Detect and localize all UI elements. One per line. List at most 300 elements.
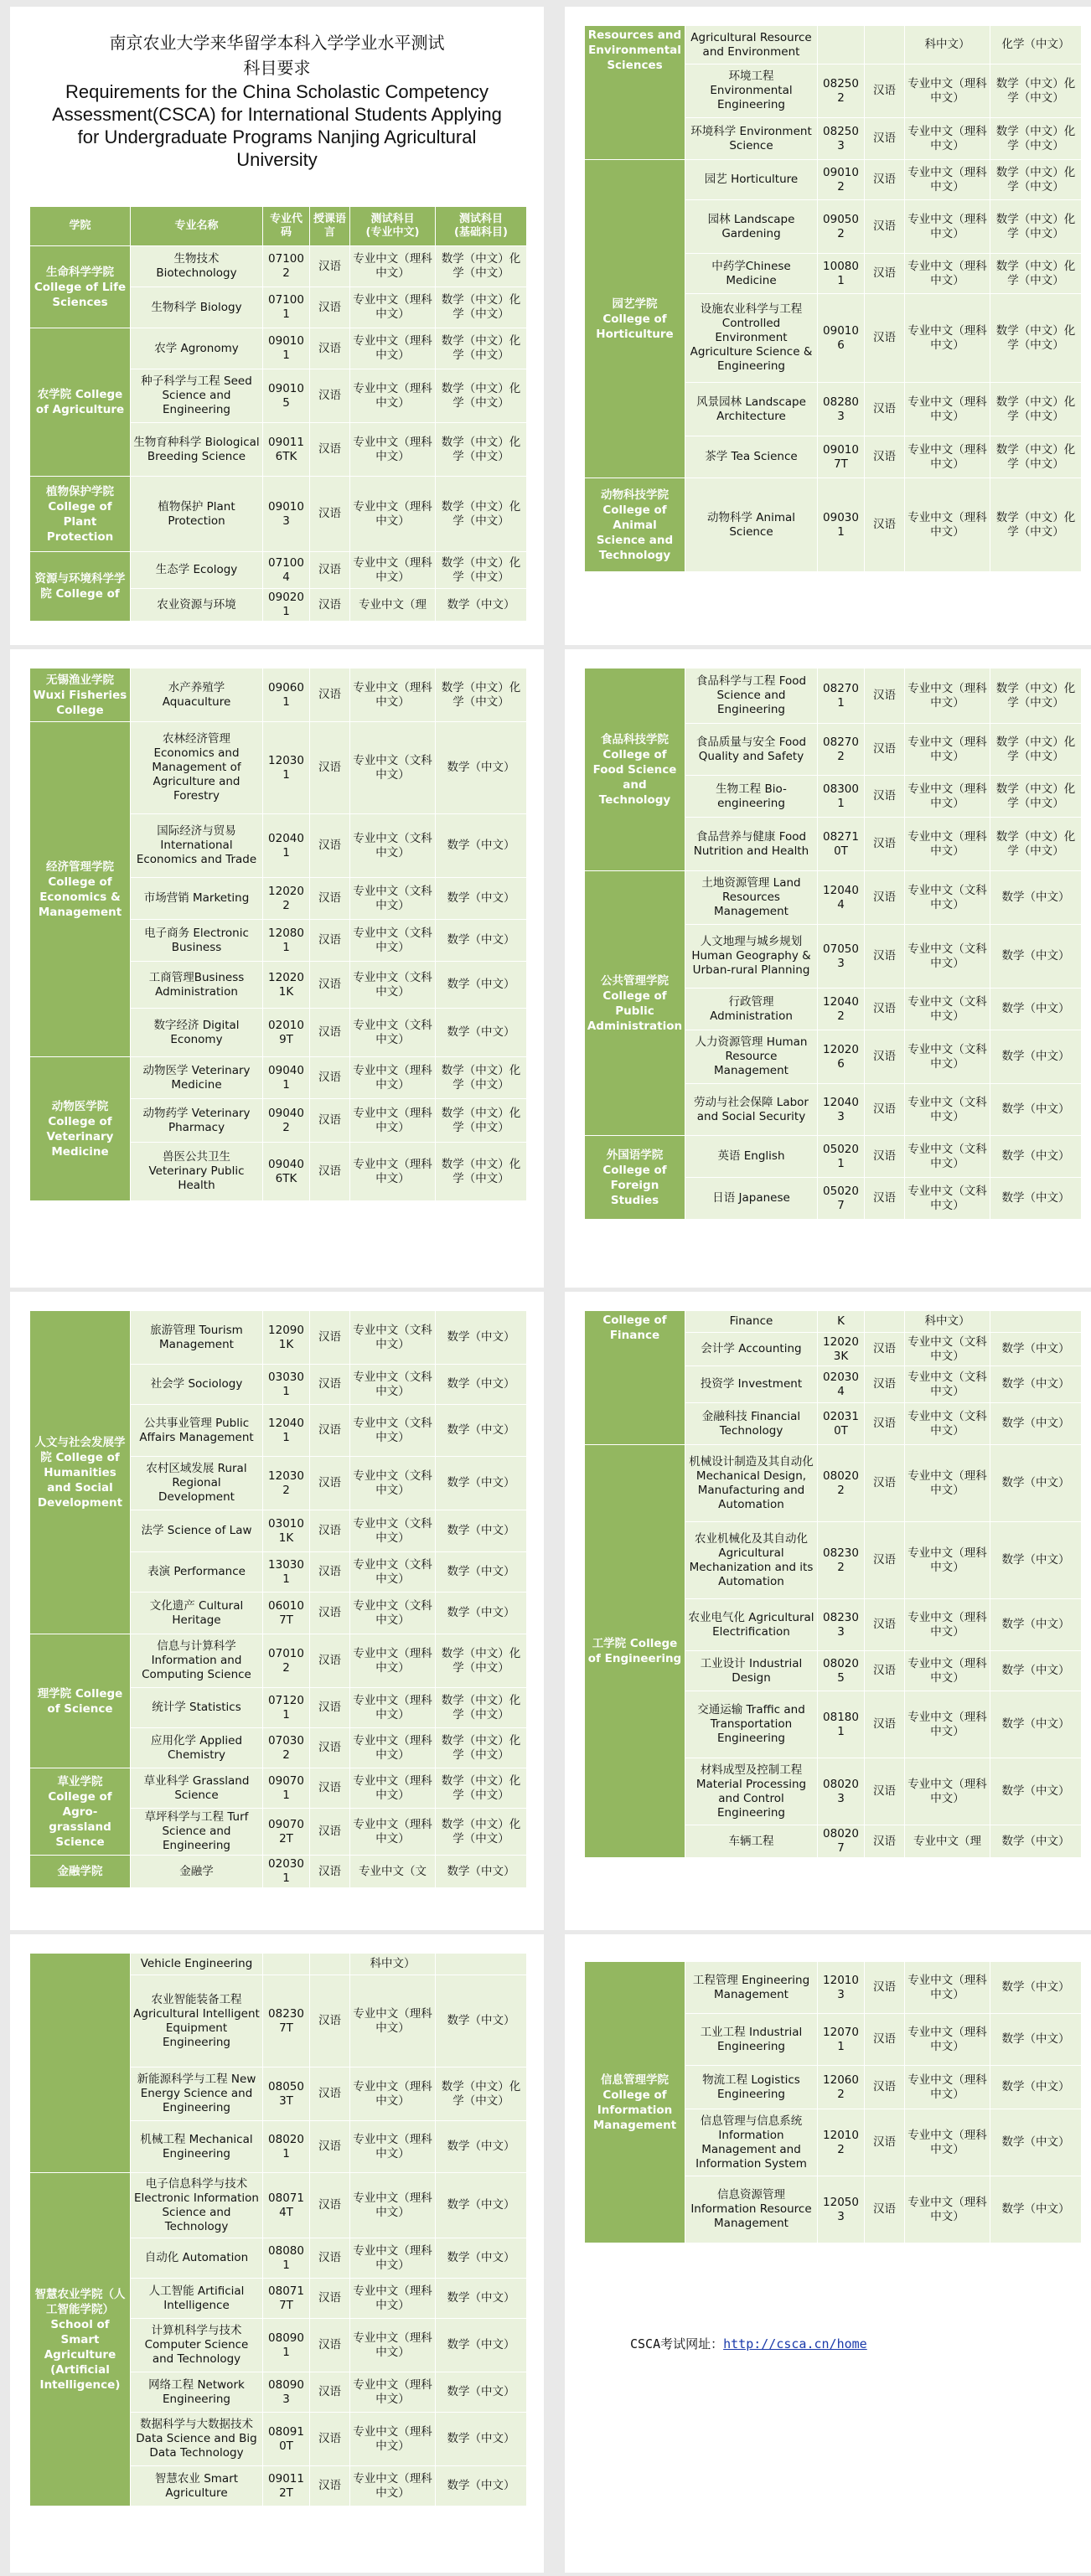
- panel-6: [565, 1292, 1091, 1930]
- table-cell: 汉语: [865, 2176, 905, 2243]
- csca-link[interactable]: http://csca.cn/home: [723, 2336, 867, 2351]
- table-cell: 统计学 Statistics: [131, 1688, 263, 1728]
- table-cell: 专业中文（文科中文）: [905, 1366, 990, 1403]
- table-cell: 专业中文（文科中文）: [350, 920, 436, 962]
- table-cell: 汉语: [865, 669, 905, 724]
- table-cell: 数学（中文）: [436, 2466, 527, 2506]
- table-cell: 080714T: [263, 2173, 310, 2238]
- table-cell: 数学（中文）化学（中文）: [436, 1809, 527, 1856]
- table-cell: 数学（中文）: [990, 1366, 1082, 1403]
- table-row: [585, 478, 1082, 572]
- table-cell: 120201K: [263, 962, 310, 1009]
- table-cell: 专业中文（文科中文）: [905, 1403, 990, 1445]
- table-cell: 汉语: [310, 1143, 350, 1201]
- table-cell: 劳动与社会保障 Labor and Social Security: [685, 1084, 818, 1136]
- table-cell: 数学（中文）: [436, 1365, 527, 1405]
- panel-3: [10, 649, 544, 1288]
- table-cell: 082803: [818, 383, 865, 436]
- table-cell: 专业中文（理科中文）: [905, 1445, 990, 1522]
- table-cell: 050207: [818, 1178, 865, 1220]
- table-cell: 专业中文（理科中文）: [350, 1975, 436, 2068]
- table-cell: 专业中文（文科中文）: [350, 722, 436, 814]
- table-cell: 专业中文（理科中文）: [350, 1634, 436, 1688]
- table-cell: 数学（中文）: [990, 1084, 1082, 1136]
- table-cell: 专业中文（理科中文）: [350, 2238, 436, 2279]
- table-cell: 数学（中文）: [990, 1758, 1082, 1825]
- table-cell: 专业中文（理科中文）: [905, 65, 990, 118]
- table-cell: 090301: [818, 478, 865, 572]
- table-cell: 020304: [818, 1366, 865, 1403]
- college-cell: 园艺学院 College of Horticulture: [585, 160, 685, 478]
- table-cell: 090702T: [263, 1809, 310, 1856]
- table-cell: 专业中文（理科中文）: [350, 2173, 436, 2238]
- table-cell: 数学（中文）化学（中文）: [436, 1099, 527, 1143]
- table-cell: 020301: [263, 1856, 310, 1888]
- table-cell: 汉语: [310, 477, 350, 552]
- table-cell: 汉语: [310, 2121, 350, 2173]
- table-cell: 070102: [263, 1634, 310, 1688]
- table-cell: 汉语: [310, 1405, 350, 1457]
- table-cell: 数学（中文）: [436, 1975, 527, 2068]
- table-cell: 专业中文（文科中文）: [905, 1030, 990, 1084]
- table-cell: 专业中文（文科中文）: [905, 1084, 990, 1136]
- table-cell: 数学（中文）化学（中文）: [990, 294, 1082, 383]
- table-cell: 080202: [818, 1445, 865, 1522]
- table-cell: 茶学 Tea Science: [685, 436, 818, 478]
- table-cell: 数学（中文）: [990, 2109, 1082, 2176]
- table-cell: Finance: [685, 1311, 818, 1333]
- table-cell: 070503: [818, 925, 865, 989]
- table-cell: 120302: [263, 1457, 310, 1510]
- table-row: [30, 552, 527, 589]
- table-cell: 专业中文（理科中文）: [905, 118, 990, 160]
- table-cell: 专业中文（理科中文）: [350, 369, 436, 423]
- table-cell: 汉语: [310, 2068, 350, 2121]
- table-cell: 汉语: [865, 776, 905, 818]
- table-cell: 汉语: [865, 724, 905, 776]
- table-cell: 汉语: [310, 2279, 350, 2319]
- table-cell: 环境工程 Environmental Engineering: [685, 65, 818, 118]
- table-cell: 食品营养与健康 Food Nutrition and Health: [685, 818, 818, 871]
- table-cell: 汉语: [310, 1510, 350, 1552]
- table-cell: 信息资源管理 Information Resource Management: [685, 2176, 818, 2243]
- header-subject-lang: 测试科目 (专业中文): [350, 207, 436, 246]
- table-cell: 园艺 Horticulture: [685, 160, 818, 200]
- table-cell: 专业中文（理科中文）: [350, 477, 436, 552]
- header-subject-base: 测试科目 (基础科目): [436, 207, 527, 246]
- table-cell: 水产养殖学 Aquaculture: [131, 669, 263, 722]
- table-cell: 数学（中文）: [436, 1552, 527, 1593]
- table-cell: 数学（中文）化学（中文）: [990, 478, 1082, 572]
- table-cell: 数学（中文）化学（中文）: [436, 669, 527, 722]
- table-cell: 071201: [263, 1688, 310, 1728]
- table-cell: 汉语: [310, 589, 350, 622]
- table-cell: 数学（中文）: [990, 1136, 1082, 1178]
- table-cell: 090105: [263, 369, 310, 423]
- table-cell: 草业科学 Grassland Science: [131, 1768, 263, 1809]
- table-cell: 专业中文（理科中文）: [905, 1758, 990, 1825]
- table-cell: 专业中文（文科中文）: [905, 871, 990, 925]
- table-cell: 数学（中文）: [990, 989, 1082, 1030]
- table-cell: 专业中文（理科中文）: [905, 160, 990, 200]
- table-cell: 化学（中文）: [990, 26, 1082, 65]
- table-cell: 智慧农业 Smart Agriculture: [131, 2466, 263, 2506]
- table-cell: 土地资源管理 Land Resources Management: [685, 871, 818, 925]
- table-cell: 汉语: [310, 1057, 350, 1099]
- table-cell: 中药学Chinese Medicine: [685, 254, 818, 294]
- table-cell: 农村区域发展 Rural Regional Development: [131, 1457, 263, 1510]
- table-cell: 专业中文（理科中文）: [350, 1143, 436, 1201]
- table-cell: 090601: [263, 669, 310, 722]
- table-cell: 汉语: [865, 1962, 905, 2014]
- table-cell: 汉语: [310, 2238, 350, 2279]
- requirements-table-2: [584, 25, 1082, 572]
- table-cell: 090401: [263, 1057, 310, 1099]
- table-cell: 专业中文（理科中文）: [350, 1728, 436, 1768]
- table-cell: 030301: [263, 1365, 310, 1405]
- table-cell: 汉语: [865, 254, 905, 294]
- table-cell: 信息与计算科学 Information and Computing Science: [131, 1634, 263, 1688]
- table-cell: 专业中文（理科中文）: [905, 1522, 990, 1599]
- table-cell: 环境科学 Environment Science: [685, 118, 818, 160]
- table-cell: 应用化学 Applied Chemistry: [131, 1728, 263, 1768]
- table-cell: 汉语: [310, 814, 350, 878]
- table-cell: 专业中文（理科中文）: [905, 254, 990, 294]
- table-row: [30, 246, 527, 287]
- table-cell: [310, 1954, 350, 1975]
- table-cell: 120203K: [818, 1333, 865, 1366]
- table-cell: 动物医学 Veterinary Medicine: [131, 1057, 263, 1099]
- table-cell: 专业中文（理科中文）: [350, 2466, 436, 2506]
- table-row: [30, 2173, 527, 2238]
- college-cell: 外国语学院 College of Foreign Studies: [585, 1136, 685, 1220]
- table-cell: 汉语: [310, 2413, 350, 2466]
- table-cell: 082503: [818, 118, 865, 160]
- table-cell: 专业中文（文科中文）: [350, 1311, 436, 1365]
- table-cell: 数学（中文）: [436, 2279, 527, 2319]
- table-cell: 车辆工程: [685, 1825, 818, 1858]
- table-cell: 专业中文（理科中文）: [905, 294, 990, 383]
- table-cell: 法学 Science of Law: [131, 1510, 263, 1552]
- table-cell: 数学（中文）: [436, 962, 527, 1009]
- table-cell: 120401: [263, 1405, 310, 1457]
- table-cell: 自动化 Automation: [131, 2238, 263, 2279]
- college-cell: 食品科技学院 College of Food Science and Technology: [585, 669, 685, 871]
- table-row: [585, 1136, 1082, 1178]
- table-cell: 数学（中文）化学（中文）: [990, 160, 1082, 200]
- table-cell: 专业中文（理科中文）: [905, 1691, 990, 1758]
- table-cell: 汉语: [865, 2014, 905, 2066]
- table-cell: 120901K: [263, 1311, 310, 1365]
- table-cell: 汉语: [865, 478, 905, 572]
- table-cell: 人工智能 Artificial Intelligence: [131, 2279, 263, 2319]
- table-cell: [865, 26, 905, 65]
- table-cell: 数学（中文）化学（中文）: [436, 287, 527, 328]
- table-cell: 数学（中文）: [436, 1510, 527, 1552]
- panel-7: [10, 1934, 544, 2573]
- table-cell: 数学（中文）: [990, 2066, 1082, 2109]
- table-cell: 设施农业科学与工程 Controlled Environment Agriculture Science & Engineering: [685, 294, 818, 383]
- table-cell: 专业中文（理科中文）: [350, 328, 436, 369]
- table-cell: 汉语: [865, 1030, 905, 1084]
- table-cell: 080910T: [263, 2413, 310, 2466]
- table-cell: 专业中文（文科中文）: [350, 1457, 436, 1510]
- table-cell: 数学（中文）化学（中文）: [436, 1768, 527, 1809]
- table-cell: 数学（中文）: [436, 589, 527, 622]
- requirements-table-8: [584, 1961, 1082, 2243]
- table-cell: 社会学 Sociology: [131, 1365, 263, 1405]
- college-cell: 草业学院 College of Agro-grassland Science: [30, 1768, 131, 1856]
- table-cell: 专业中文（理科中文）: [350, 1809, 436, 1856]
- table-cell: 旅游管理 Tourism Management: [131, 1311, 263, 1365]
- table-cell: 数学（中文）: [990, 1445, 1082, 1522]
- table-cell: [263, 1954, 310, 1975]
- table-cell: 表演 Performance: [131, 1552, 263, 1593]
- table-cell: 090701: [263, 1768, 310, 1809]
- table-cell: 专业中文（文科中文）: [350, 1510, 436, 1552]
- document-title: [10, 7, 544, 171]
- table-cell: 专业中文（理: [905, 1825, 990, 1858]
- table-cell: 汉语: [310, 1311, 350, 1365]
- college-cell: 动物医学院 College of Veterinary Medicine: [30, 1057, 131, 1201]
- college-cell: College of Finance: [585, 1311, 685, 1445]
- college-cell: 智慧农业学院（人工智能学院）School of Smart Agriculture (Artificial Intelligence): [30, 2173, 131, 2506]
- table-cell: 082302: [818, 1522, 865, 1599]
- college-cell: 信息管理学院 College of Information Management: [585, 1962, 685, 2243]
- table-cell: 种子科学与工程 Seed Science and Engineering: [131, 369, 263, 423]
- table-cell: 专业中文（文科中文）: [350, 1405, 436, 1457]
- table-row: [30, 669, 527, 722]
- table-cell: 数学（中文）化学（中文）: [990, 254, 1082, 294]
- table-cell: 金融科技 Financial Technology: [685, 1403, 818, 1445]
- table-cell: 090201: [263, 589, 310, 622]
- table-cell: 020109T: [263, 1009, 310, 1057]
- table-cell: 汉语: [310, 669, 350, 722]
- table-cell: 生态学 Ecology: [131, 552, 263, 589]
- table-cell: 数学（中文）: [436, 920, 527, 962]
- table-cell: 生物育种科学 Biological Breeding Science: [131, 423, 263, 477]
- table-cell: 数学（中文）: [436, 1009, 527, 1057]
- table-cell: 090502: [818, 200, 865, 254]
- table-cell: 080203: [818, 1758, 865, 1825]
- table-cell: 100801: [818, 254, 865, 294]
- header-college: 学院: [30, 207, 131, 246]
- table-row: [585, 1445, 1082, 1522]
- table-cell: 082710T: [818, 818, 865, 871]
- table-cell: 汉语: [310, 328, 350, 369]
- college-cell: 植物保护学院 College of Plant Protection: [30, 477, 131, 552]
- table-cell: 070302: [263, 1728, 310, 1768]
- college-cell: 资源与环境科学学院 College of: [30, 552, 131, 622]
- table-cell: 汉语: [865, 1651, 905, 1691]
- table-cell: 020401: [263, 814, 310, 878]
- table-cell: 金融学: [131, 1856, 263, 1888]
- table-cell: 专业中文（理科中文）: [905, 724, 990, 776]
- table-cell: 汉语: [865, 1366, 905, 1403]
- table-cell: 090112T: [263, 2466, 310, 2506]
- table-cell: 020310T: [818, 1403, 865, 1445]
- table-cell: 科中文）: [350, 1954, 436, 1975]
- college-cell: 金融学院: [30, 1856, 131, 1888]
- requirements-table-7: [29, 1953, 527, 2506]
- table-cell: 专业中文（理科中文）: [905, 2066, 990, 2109]
- table-cell: 兽医公共卫生 Veterinary Public Health: [131, 1143, 263, 1201]
- table-cell: 食品科学与工程 Food Science and Engineering: [685, 669, 818, 724]
- table-cell: 数学（中文）: [436, 2413, 527, 2466]
- requirements-table-6: [584, 1310, 1082, 1858]
- table-cell: 130301: [263, 1552, 310, 1593]
- table-cell: [436, 1954, 527, 1975]
- table-cell: 数学（中文）化学（中文）: [436, 1688, 527, 1728]
- table-cell: 082307T: [263, 1975, 310, 2068]
- college-cell: 生命科学学院 College of Life Sciences: [30, 246, 131, 328]
- table-cell: 120801: [263, 920, 310, 962]
- table-cell: 电子信息科学与技术 Electronic Information Science and Technology: [131, 2173, 263, 2238]
- table-cell: 工业设计 Industrial Design: [685, 1651, 818, 1691]
- table-cell: 数据科学与大数据技术 Data Science and Big Data Technology: [131, 2413, 263, 2466]
- table-cell: 专业中文（文: [350, 1856, 436, 1888]
- table-cell: 082702: [818, 724, 865, 776]
- table-cell: 汉语: [310, 1457, 350, 1510]
- table-cell: 科中文）: [905, 26, 990, 65]
- table-cell: 专业中文（理科中文）: [905, 2014, 990, 2066]
- table-cell: 数学（中文）化学（中文）: [436, 369, 527, 423]
- requirements-table-5: [29, 1310, 527, 1888]
- requirements-table-3: [29, 668, 527, 1201]
- table-cell: 物流工程 Logistics Engineering: [685, 2066, 818, 2109]
- table-cell: 专业中文（理科中文）: [905, 478, 990, 572]
- table-cell: 汉语: [310, 1856, 350, 1888]
- header-language: 授课语言: [310, 207, 350, 246]
- table-cell: 080801: [263, 2238, 310, 2279]
- table-cell: 专业中文（文科中文）: [905, 1136, 990, 1178]
- table-cell: 日语 Japanese: [685, 1178, 818, 1220]
- table-cell: 汉语: [865, 1445, 905, 1522]
- table-cell: 动物药学 Veterinary Pharmacy: [131, 1099, 263, 1143]
- table-cell: 090406TK: [263, 1143, 310, 1201]
- table-cell: 090107T: [818, 436, 865, 478]
- table-cell: 数学（中文）化学（中文）: [436, 477, 527, 552]
- table-cell: 数学（中文）化学（中文）: [436, 2068, 527, 2121]
- table-cell: 数学（中文）化学（中文）: [990, 776, 1082, 818]
- table-cell: 汉语: [310, 1809, 350, 1856]
- panel-4: [565, 649, 1091, 1288]
- table-cell: 国际经济与贸易 International Economics and Trade: [131, 814, 263, 878]
- table-cell: 汉语: [865, 383, 905, 436]
- table-cell: 农业资源与环境: [131, 589, 263, 622]
- table-cell: 081801: [818, 1691, 865, 1758]
- table-cell: 交通运输 Traffic and Transportation Engineering: [685, 1691, 818, 1758]
- table-cell: 专业中文（文科中文）: [350, 1552, 436, 1593]
- table-cell: 计算机科学与技术 Computer Science and Technology: [131, 2319, 263, 2372]
- table-cell: 汉语: [865, 1522, 905, 1599]
- table-cell: 数学（中文）: [436, 1457, 527, 1510]
- table-cell: 数学（中文）化学（中文）: [990, 200, 1082, 254]
- table-cell: 专业中文（文科中文）: [350, 1365, 436, 1405]
- table-cell: 汉语: [865, 2066, 905, 2109]
- table-cell: 工业工程 Industrial Engineering: [685, 2014, 818, 2066]
- table-cell: 专业中文（理科中文）: [350, 287, 436, 328]
- table-cell: 食品质量与安全 Food Quality and Safety: [685, 724, 818, 776]
- table-cell: 071001: [263, 287, 310, 328]
- table-cell: 数学（中文）: [436, 814, 527, 878]
- college-cell: [30, 1954, 131, 2173]
- table-row: [585, 669, 1082, 724]
- table-cell: 数学（中文）化学（中文）: [990, 724, 1082, 776]
- table-cell: 数学（中文）: [436, 2121, 527, 2173]
- table-cell: 风景园林 Landscape Architecture: [685, 383, 818, 436]
- table-cell: 专业中文（理科中文）: [350, 1057, 436, 1099]
- table-cell: 草坪科学与工程 Turf Science and Engineering: [131, 1809, 263, 1856]
- table-cell: 数学（中文）: [990, 1178, 1082, 1220]
- table-cell: 汉语: [865, 436, 905, 478]
- table-cell: 专业中文（理科中文）: [350, 2413, 436, 2466]
- table-cell: 网络工程 Network Engineering: [131, 2372, 263, 2413]
- college-cell: 无锡渔业学院 Wuxi Fisheries College: [30, 669, 131, 722]
- table-cell: 专业中文（理科中文）: [905, 776, 990, 818]
- table-cell: 数学（中文）化学（中文）: [990, 118, 1082, 160]
- college-cell: 理学院 College of Science: [30, 1634, 131, 1768]
- title-zh-line2: 科目要求: [243, 58, 311, 78]
- table-cell: 汉语: [865, 871, 905, 925]
- table-cell: K: [818, 1311, 865, 1333]
- table-cell: 科中文）: [905, 1311, 990, 1333]
- table-cell: 汉语: [865, 160, 905, 200]
- table-cell: 汉语: [310, 962, 350, 1009]
- table-cell: 专业中文（理科中文）: [350, 2319, 436, 2372]
- table-cell: 专业中文（文科中文）: [350, 878, 436, 920]
- table-cell: 083001: [818, 776, 865, 818]
- college-cell: 工学院 College of Engineering: [585, 1445, 685, 1858]
- table-cell: 专业中文（理科中文）: [350, 669, 436, 722]
- table-cell: 农业智能装备工程 Agricultural Intelligent Equipment Engineering: [131, 1975, 263, 2068]
- table-cell: 数学（中文）: [990, 925, 1082, 989]
- table-cell: 数学（中文）化学（中文）: [436, 1728, 527, 1768]
- table-cell: 公共事业管理 Public Affairs Management: [131, 1405, 263, 1457]
- table-cell: 090103: [263, 477, 310, 552]
- table-cell: 080903: [263, 2372, 310, 2413]
- college-cell: 公共管理学院 College of Public Administration: [585, 871, 685, 1136]
- panel-8: [565, 1934, 1091, 2573]
- table-cell: 专业中文（文科中文）: [350, 962, 436, 1009]
- table-cell: 数学（中文）: [990, 1030, 1082, 1084]
- table-cell: 数学（中文）: [436, 1593, 527, 1634]
- table-cell: 数学（中文）: [990, 871, 1082, 925]
- table-row: [585, 1962, 1082, 2014]
- table-cell: 数学（中文）: [436, 2238, 527, 2279]
- panel-2: [565, 7, 1091, 645]
- table-cell: 汉语: [865, 1178, 905, 1220]
- table-cell: 汉语: [310, 2372, 350, 2413]
- title-zh-line1: 南京农业大学来华留学本科入学学业水平测试: [109, 33, 445, 53]
- table-cell: 080717T: [263, 2279, 310, 2319]
- table-cell: 数学（中文）化学（中文）: [990, 65, 1082, 118]
- table-cell: 汉语: [310, 722, 350, 814]
- table-cell: 专业中文（理科中文）: [905, 383, 990, 436]
- table-cell: 专业中文（理科中文）: [350, 2279, 436, 2319]
- table-cell: 090106: [818, 294, 865, 383]
- table-cell: 数学（中文）化学（中文）: [990, 669, 1082, 724]
- table-cell: 市场营销 Marketing: [131, 878, 263, 920]
- college-cell: 农学院 College of Agriculture: [30, 328, 131, 477]
- college-cell: Resources and Environmental Sciences: [585, 26, 685, 160]
- table-cell: 汉语: [865, 65, 905, 118]
- table-row: [585, 1311, 1082, 1333]
- table-cell: 数学（中文）化学（中文）: [436, 246, 527, 287]
- table-cell: 汉语: [310, 552, 350, 589]
- footer-website: [630, 2335, 867, 2352]
- table-cell: 专业中文（理科中文）: [905, 1651, 990, 1691]
